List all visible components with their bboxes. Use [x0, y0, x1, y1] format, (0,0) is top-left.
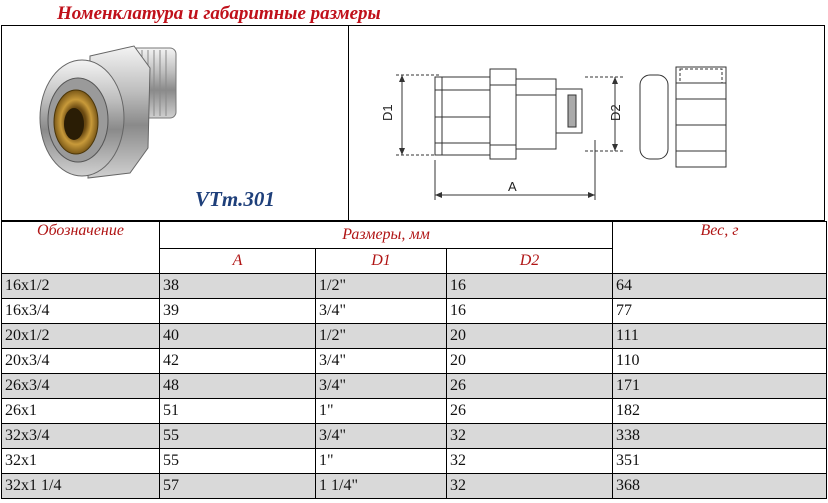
table-row: [2, 424, 827, 449]
table-body: [2, 274, 827, 499]
cell-a: 42: [160, 349, 316, 374]
table-row: [2, 449, 827, 474]
header-d1: D1: [316, 249, 447, 274]
technical-drawing: [380, 55, 800, 215]
cell-designation: 32x3/4: [2, 424, 160, 449]
cell-d1: 3/4": [316, 374, 447, 399]
cell-d1: 1/2": [316, 324, 447, 349]
cell-weight: 77: [613, 299, 827, 324]
cell-d1: 1 1/4": [316, 474, 447, 499]
table-row: [2, 399, 827, 424]
cell-weight: 338: [613, 424, 827, 449]
fitting-photo: [30, 38, 190, 188]
cell-d1: 1": [316, 399, 447, 424]
cell-a: 40: [160, 324, 316, 349]
cell-a: 48: [160, 374, 316, 399]
cell-d2: 32: [447, 474, 613, 499]
cell-d2: 20: [447, 324, 613, 349]
cell-d1: 3/4": [316, 299, 447, 324]
table-row: [2, 299, 827, 324]
cell-a: 57: [160, 474, 316, 499]
panel-divider: [348, 25, 349, 221]
cell-designation: 26x1: [2, 399, 160, 424]
cell-a: 38: [160, 274, 316, 299]
label-a: A: [508, 179, 517, 194]
header-designation: Обозначение: [2, 222, 160, 274]
header-dimensions: Размеры, мм: [160, 222, 613, 249]
cell-weight: 182: [613, 399, 827, 424]
cell-a: 39: [160, 299, 316, 324]
table-row: [2, 374, 827, 399]
cell-a: 55: [160, 449, 316, 474]
cell-designation: 26x3/4: [2, 374, 160, 399]
cell-designation: 16x1/2: [2, 274, 160, 299]
specification-table: [1, 221, 827, 499]
header-a: A: [160, 249, 316, 274]
model-code: VTm.301: [195, 187, 275, 211]
cell-d1: 3/4": [316, 349, 447, 374]
table-row: [2, 349, 827, 374]
cell-d1: 1": [316, 449, 447, 474]
header-weight: Вес, г: [613, 222, 827, 274]
cell-designation: 32x1 1/4: [2, 474, 160, 499]
cell-a: 51: [160, 399, 316, 424]
label-d1: D1: [380, 104, 395, 121]
cell-weight: 111: [613, 324, 827, 349]
table-row: [2, 324, 827, 349]
cell-weight: 351: [613, 449, 827, 474]
cell-d1: 1/2": [316, 274, 447, 299]
cell-d2: 32: [447, 449, 613, 474]
header-d2: D2: [447, 249, 613, 274]
cell-d2: 26: [447, 399, 613, 424]
page-title: Номенклатура и габаритные размеры: [57, 3, 381, 24]
table-header-row: [2, 222, 827, 249]
cell-designation: 20x3/4: [2, 349, 160, 374]
cell-weight: 171: [613, 374, 827, 399]
cell-d2: 32: [447, 424, 613, 449]
cell-d2: 20: [447, 349, 613, 374]
cell-d2: 26: [447, 374, 613, 399]
table-row: [2, 274, 827, 299]
cell-a: 55: [160, 424, 316, 449]
cell-designation: 16x3/4: [2, 299, 160, 324]
cell-d2: 16: [447, 274, 613, 299]
cell-designation: 20x1/2: [2, 324, 160, 349]
label-d2: D2: [608, 104, 623, 121]
cell-d2: 16: [447, 299, 613, 324]
cell-weight: 368: [613, 474, 827, 499]
cell-d1: 3/4": [316, 424, 447, 449]
cell-weight: 110: [613, 349, 827, 374]
cell-weight: 64: [613, 274, 827, 299]
cell-designation: 32x1: [2, 449, 160, 474]
table-row: [2, 474, 827, 499]
